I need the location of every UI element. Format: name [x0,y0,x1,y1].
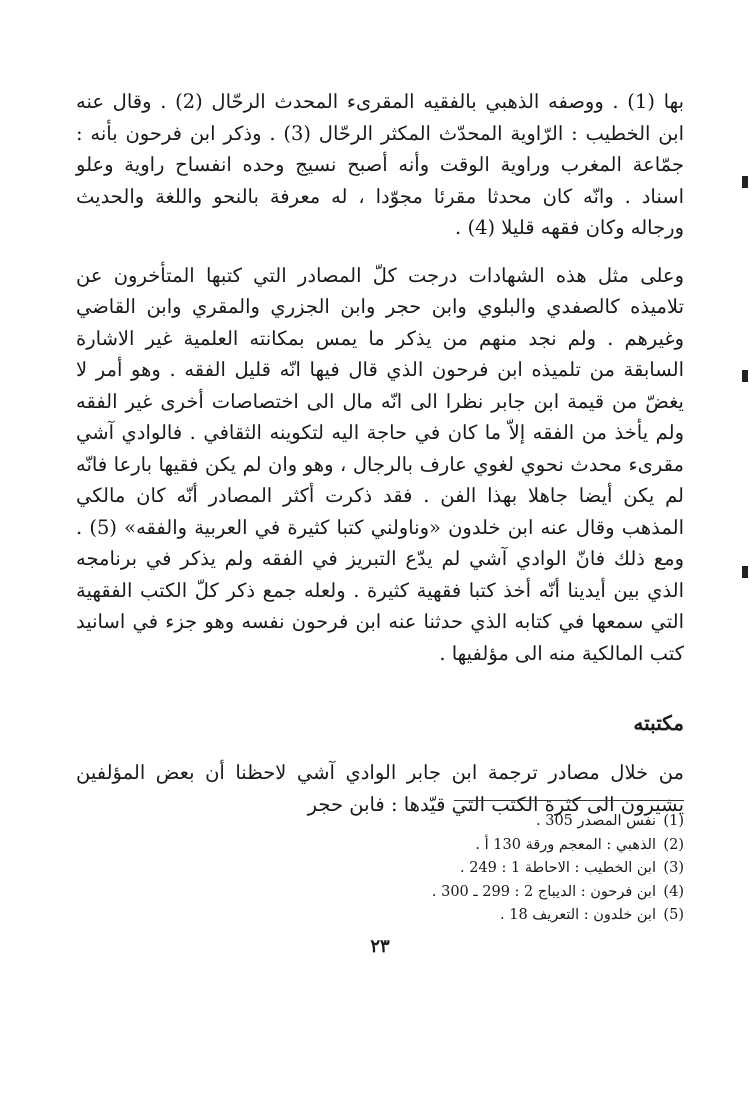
footnote-item [432,810,684,834]
footnote-item [432,857,684,881]
footnote-number: (3) [663,860,684,876]
book-page [76,86,684,957]
footnote-text: ابن خلدون : التعريف 18 . [500,907,656,923]
footnote-divider [454,800,684,801]
footnote-item [432,834,684,858]
footnote-text: ابن الخطيب : الاحاطة 1 : 249 . [460,860,656,876]
footnote-number: (1) [663,813,684,829]
footnote-text: الذهبي : المعجم ورقة 130 أ . [475,836,656,853]
margin-mark [742,370,748,382]
body-paragraph-1: بها (1) . ووصفه الذهبي بالفقيه المقرىء المحدث الرحّال (2) . وقال عنه ابن الخطيب : الرّاوية المحدّث المكثر الرحّال (3) . وذكر ابن فرحون بأنه : جمّاعة المغرب وراوية الوقت وأنه أصبح نسيج وحده انفساح راوية وعلو اسناد . وانّه كان محدثا مقرئا مجوّدا ، له معرفة بالنحو واللغة والحديث ورجاله وكان فقهه قليلا (4) . [76,90,684,239]
page-number: ٢٣ [370,936,390,957]
footnote-number: (4) [663,883,684,900]
footnote-item [432,904,684,928]
margin-mark [742,566,748,578]
footnote-number: (2) [663,836,684,853]
footnote-text: ابن فرحون : الديباج 2 : 299 ـ 300 . [431,883,656,900]
section-paragraph: من خلال مصادر ترجمة ابن جابر الوادي آشي لاحظنا أن بعض المؤلفين يشيرون الى كثرة الكتب التي قيّدها : فابن حجر [76,761,684,816]
margin-mark [742,176,748,188]
footnotes-list [432,810,684,928]
footnote-text: نفس المصدر 305 . [536,813,656,829]
footnote-item [432,881,684,905]
body-paragraph-2: وعلى مثل هذه الشهادات درجت كلّ المصادر التي كتبها المتأخرون عن تلاميذه كالصفدي والبلوي وابن حجر وابن الجزري والمقري وابن القاضي وغيرهم . ولم نجد منهم من يذكر ما يمس بمكانته العلمية غير الاشارة السابقة من تلميذه ابن فرحون الذي قال فيها انّه قليل الفقه . وهو أمر لا يغضّ من قيمة ابن جابر نظرا الى انّه مال الى اختصاصات أخرى غير الفقه ولم يأخذ من الفقه إلاّ ما كان في حاجة اليه لتكوينه الثقافي . فالوادي آشي مقرىء محدث نحوي لغوي عارف بالرجال ، وهو وان لم يكن فقيها بارعا فانّه لم يكن أيضا جاهلا بهذا الفن . فقد ذكرت أكثر المصادر أنّه كان مالكي المذهب وقال عنه ابن خلدون «وناولني كتبا كثيرة في العربية والفقه» (5) . ومع ذلك فانّ الوادي آشي لم يدّع التبريز في الفقه ولم يذكر في برنامجه الذي بين أيدينا أنّه أخذ كتبا فقهية كثيرة . ولعله جمع ذكر كلّ الكتب الفقهية التي سمعها في كتابه الذي حدثنا عنه ابن فرحون نفسه وهو جزء في اسانيد كتب المالكية منه الى مؤلفيها . [76,263,684,665]
footnote-number: (5) [663,907,684,923]
section-heading: مكتبته [633,711,684,735]
